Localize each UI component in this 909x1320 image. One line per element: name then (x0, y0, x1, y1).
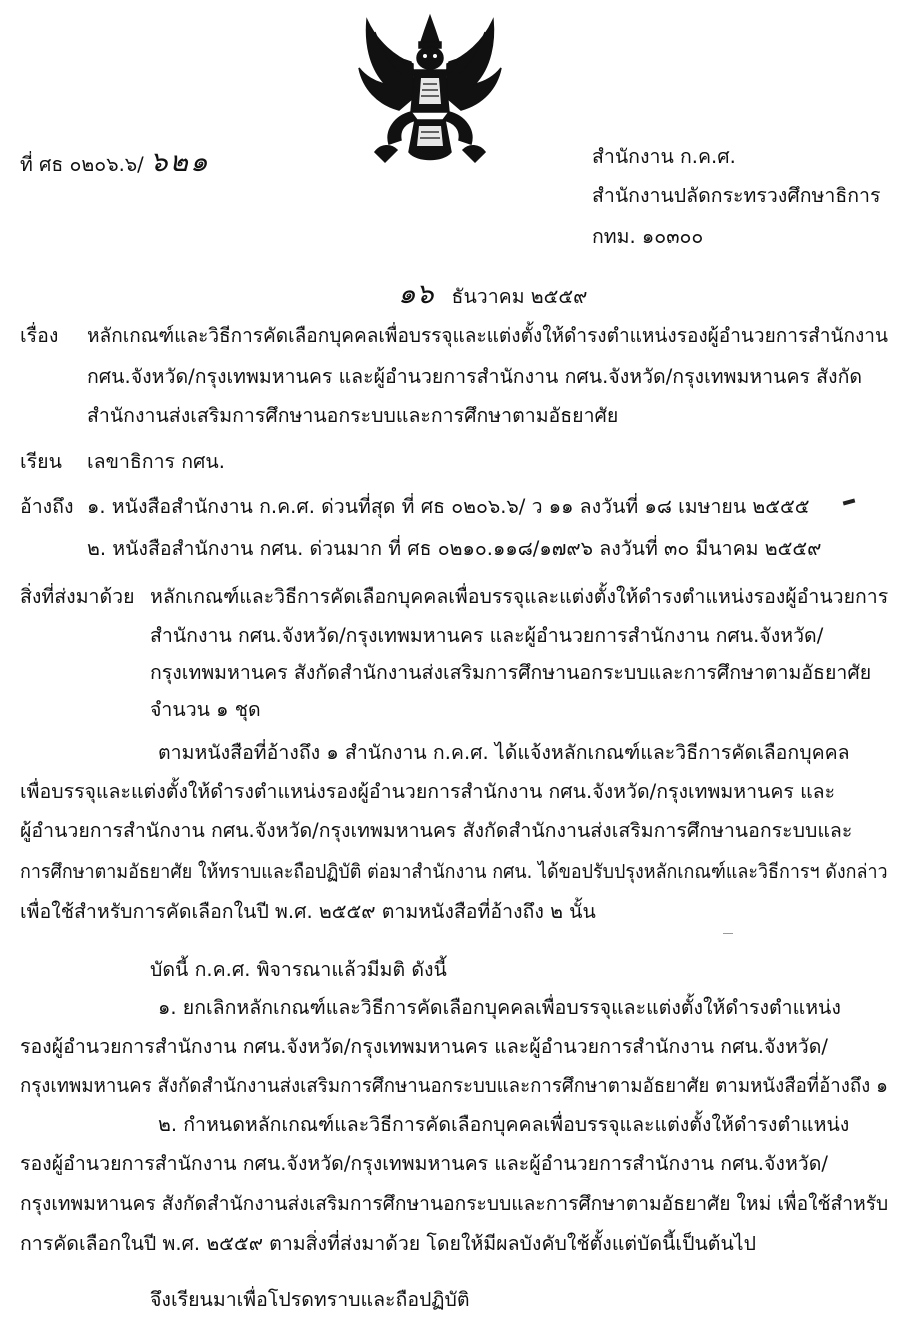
reference-number-handwritten: ๖๒๑ (149, 145, 210, 178)
resolution-item-2-line-2: รองผู้อำนวยการสำนักงาน กศน.จังหวัด/กรุงเทพมหานคร และผู้อำนวยการสำนักงาน กศน.จังหวัด/ (20, 1152, 828, 1175)
resolution-item-2-line-3: กรุงเทพมหานคร สังกัดสำนักงานส่งเสริมการศึกษานอกระบบและการศึกษาตามอัธยาศัย ใหม่ เพื่อใช้สำหรับ (20, 1192, 889, 1215)
resolution-item-1-line-3: กรุงเทพมหานคร สังกัดสำนักงานส่งเสริมการศึกษานอกระบบและการศึกษาตามอัธยาศัย ตามหนังสือที่อ้างถึง ๑ (20, 1074, 889, 1097)
references-label: อ้างถึง (20, 495, 74, 518)
resolution-item-1-line-1: ๑. ยกเลิกหลักเกณฑ์และวิธีการคัดเลือกบุคคลเพื่อบรรจุและแต่งตั้งให้ดำรงตำแหน่ง (158, 996, 841, 1019)
closing-statement: จึงเรียนมาเพื่อโปรดทราบและถือปฏิบัติ (150, 1288, 470, 1311)
reference-number (20, 145, 210, 179)
enclosure-line-2: สำนักงาน กศน.จังหวัด/กรุงเทพมหานคร และผู้อำนวยการสำนักงาน กศน.จังหวัด/ (150, 624, 824, 647)
body-paragraph-1-line-1: ตามหนังสือที่อ้างถึง ๑ สำนักงาน ก.ค.ศ. ได้แจ้งหลักเกณฑ์และวิธีการคัดเลือกบุคคล (158, 741, 850, 764)
enclosure-line-1: หลักเกณฑ์และวิธีการคัดเลือกบุคคลเพื่อบรรจุและแต่งตั้งให้ดำรงตำแหน่งรองผู้อำนวยการ (150, 585, 889, 608)
body-paragraph-1-line-2: เพื่อบรรจุและแต่งตั้งให้ดำรงตำแหน่งรองผู้อำนวยการสำนักงาน กศน.จังหวัด/กรุงเทพมหานคร และ (20, 780, 836, 803)
salutation-recipient: เลขาธิการ กศน. (87, 450, 225, 473)
date-day-handwritten: ๑๖ (398, 277, 434, 310)
salutation-label: เรียน (20, 450, 62, 473)
resolution-item-2-line-4: การคัดเลือกในปี พ.ศ. ๒๕๕๙ ตามสิ่งที่ส่งมาด้วย โดยให้มีผลบังคับใช้ตั้งแต่บัดนี้เป็นต้นไป (20, 1232, 756, 1255)
reference-number-printed: ที่ ศธ ๐๒๐๖.๖/ (20, 153, 144, 176)
resolution-item-1-line-2: รองผู้อำนวยการสำนักงาน กศน.จังหวัด/กรุงเทพมหานคร และผู้อำนวยการสำนักงาน กศน.จังหวัด/ (20, 1035, 828, 1058)
reference-item-1: ๑. หนังสือสำนักงาน ก.ค.ศ. ด่วนที่สุด ที่ ศธ ๐๒๐๖.๖/ ว ๑๑ ลงวันที่ ๑๘ เมษายน ๒๕๕๕ (87, 495, 810, 518)
enclosure-label: สิ่งที่ส่งมาด้วย (20, 585, 135, 608)
body-paragraph-2: บัดนี้ ก.ค.ศ. พิจารณาแล้วมีมติ ดังนี้ (150, 958, 447, 981)
resolution-item-2-line-1: ๒. กำหนดหลักเกณฑ์และวิธีการคัดเลือกบุคคลเพื่อบรรจุและแต่งตั้งให้ดำรงตำแหน่ง (158, 1113, 850, 1136)
office-line-2: สำนักงานปลัดกระทรวงศึกษาธิการ (592, 184, 881, 207)
subject-line-3: สำนักงานส่งเสริมการศึกษานอกระบบและการศึกษาตามอัธยาศัย (87, 404, 619, 427)
enclosure-line-4: จำนวน ๑ ชุด (150, 698, 261, 721)
body-paragraph-1-line-5: เพื่อใช้สำหรับการคัดเลือกในปี พ.ศ. ๒๕๕๙ ตามหนังสือที่อ้างถึง ๒ นั้น (20, 900, 596, 923)
body-paragraph-1-line-3: ผู้อำนวยการสำนักงาน กศน.จังหวัด/กรุงเทพมหานคร สังกัดสำนักงานส่งเสริมการศึกษานอกระบบและ (20, 819, 853, 842)
subject-line-1: หลักเกณฑ์และวิธีการคัดเลือกบุคคลเพื่อบรรจุและแต่งตั้งให้ดำรงตำแหน่งรองผู้อำนวยการสำนักงาน (87, 324, 888, 347)
office-line-1: สำนักงาน ก.ค.ศ. (592, 145, 736, 168)
pen-mark (843, 499, 856, 506)
subject-line-2: กศน.จังหวัด/กรุงเทพมหานคร และผู้อำนวยการสำนักงาน กศน.จังหวัด/กรุงเทพมหานคร สังกัด (87, 365, 863, 388)
body-paragraph-1-line-4: การศึกษาตามอัธยาศัย ให้ทราบและถือปฏิบัติ ต่อมาสำนักงาน กศน. ได้ขอปรับปรุงหลักเกณฑ์และวิธีการฯ ดังกล่าว (20, 860, 888, 883)
office-line-3: กทม. ๑๐๓๐๐ (592, 225, 704, 248)
margin-mark (723, 933, 733, 934)
reference-item-2: ๒. หนังสือสำนักงาน กศน. ด่วนมาก ที่ ศธ ๐๒๑๐.๑๑๘/๑๗๙๖ ลงวันที่ ๓๐ มีนาคม ๒๕๕๙ (87, 537, 822, 560)
date-month-year: ธันวาคม ๒๕๕๙ (451, 285, 588, 308)
document-date (398, 277, 587, 311)
subject-label: เรื่อง (20, 324, 59, 347)
enclosure-line-3: กรุงเทพมหานคร สังกัดสำนักงานส่งเสริมการศึกษานอกระบบและการศึกษาตามอัธยาศัย (150, 661, 872, 684)
garuda-emblem-icon (355, 12, 505, 172)
